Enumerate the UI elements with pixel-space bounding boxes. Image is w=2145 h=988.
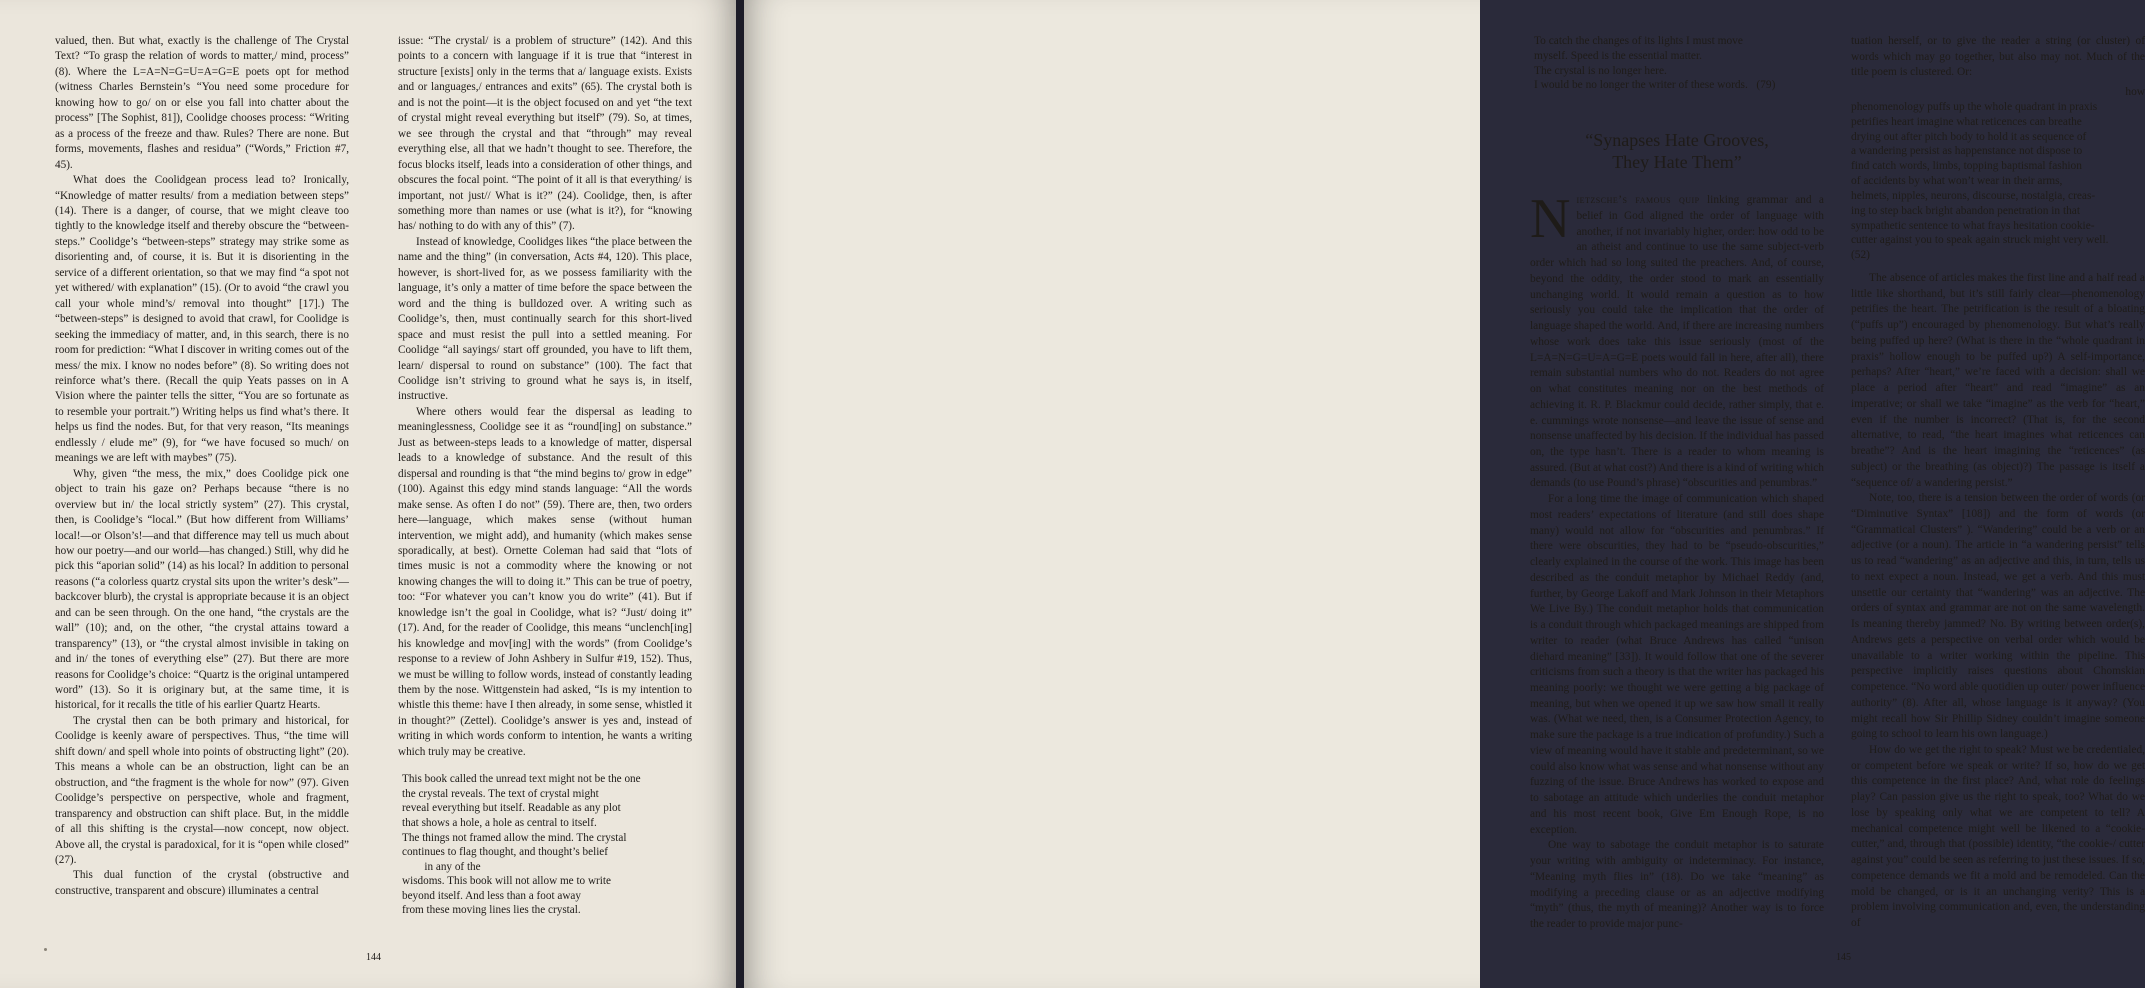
chapter-title-line: “Synapses Hate Grooves, [1585, 130, 1769, 151]
poem-line: reveal everything but itself. Readable as any plot [402, 802, 621, 815]
page-number: 144 [366, 952, 381, 963]
poem-line: wisdoms. This book will not allow me to write [402, 875, 611, 888]
poem-line: The crystal is no longer here. [1534, 64, 1667, 77]
poem-line: how [2125, 86, 2145, 99]
poem-line: I would be no longer the writer of these words. (79) [1534, 79, 1776, 92]
left-page [0, 0, 736, 988]
poem-line: cutter against you to speak again struck might very well. [1851, 234, 2109, 247]
paragraph: This dual function of the crystal (obstructive and constructive, transparent and obscure) illuminates a central [55, 869, 349, 897]
paragraph: valued, then. But what, exactly is the challenge of The Crystal Text? “To grasp the relation of words to matter,/ mind, process” (8). Where the L=A=N=G=U=A=G=E poets opt for method (witness Charles Bernstein’s “You need some procedure for knowing how to go/ on or else you fall into chatter about the process” [The Sophist, 81]), Coolidge chooses process: “Writing as a process of the freeze and thaw. Rules? There are none. But forms, movements, flashes and residua” (“Words,” Friction #7, 45). [55, 35, 349, 171]
poem-line: phenomenology puffs up the whole quadrant in praxis [1851, 101, 2098, 114]
quoted-poem-continued [1530, 34, 1824, 93]
poem-line: from these moving lines lies the crystal. [402, 904, 581, 917]
left-column-2 [398, 34, 692, 918]
poem-line: myself. Speed is the essential matter. [1534, 49, 1702, 62]
paragraph: Where others would fear the dispersal as leading to meaninglessness, Coolidge see it as “round[ing] on substance.” Just as between-steps leads to a knowledge of matter, dispersal leads to a knowledge of substance. And the result of this dispersal and rounding is that “the mind begins to/ grow in edge” (100). Against this edgy mind stands language: “All the words make sense. As often I do not” (59). There are, then, two orders here—language, which makes sense (without human intervention, we might add), and humanity (which makes sense sporadically, at best). Ornette Coleman had said that “lots of times music is not a commodity where the knowing or not knowing changes the will to doing it.” This can be true of poetry, too: “For whatever you can’t know you do write” (41). But if knowledge isn’t the goal in Coolidge, what is? “Just/ doing it” (17). And, for the reader of Coolidge, this means “unclench[ing] his knowledge and mov[ing] with the words” (from Coolidge’s response to a review of John Ashbery in Sulfur #19, 152). Thus, we must be willing to follow words, instead of constantly leading them by the nose. Wittgenstein had asked, “Is is my intention to whistle this theme: have I then already, in some sense, whistled it in thought?” (Zettel). Coolidge’s answer is yes and, instead of writing in which words conform to intention, he wants a writing which truly may be creative. [398, 405, 692, 758]
drop-cap: N [1530, 188, 1571, 251]
paragraph: Why, given “the mess, the mix,” does Coolidge pick one object to train his gaze on? Perhaps because “there is no overview but in/ the local strictly system” (27). This crystal, then, is Coolidge’s “local.” (But how different from Williams’ local!—or Olson’s!—and that difference may tell us much about how our poetry—and our world—has changed.) Still, why did he pick this “aporian solid” (14) as his local? In addition to personal reasons (“a colorless quartz crystal sits upon the writer’s desk”—backcover blurb), the crystal is appropriate because it is an object and can be seen through. On the one hand, “the crystals are the wall” (10); and, on the other, “the crystal attains toward a transparency” (13), or “the crystal almost invisible in taking on and in/ the tones of everything else” (27). But there are more reasons for Coolidge’s choice: “Quartz is the original untampered word” (13). So it is originary but, at the same time, it is historical, for it recalls the title of his earlier Quartz Hearts. [55, 467, 349, 712]
right-column-1 [1530, 34, 1824, 933]
paragraph: Instead of knowledge, Coolidges likes “the place between the name and the thing” (in conversation, Acts #4, 120). This place, however, is short-lived for, as we possess familiarity with the language, it’s only a matter of time before the space between the word and the thing is bulldozed over. A writing such as Coolidge’s, then, must continually search for this short-lived space and must resist the pull into a settled meaning. For Coolidge “all sayings/ start off grounded, you have to lift them, learn/ dispersal to round on substance” (100). The fact that Coolidge isn’t striving to ground what he says is, in itself, instructive. [398, 235, 692, 403]
poem-line: helmets, nipples, neurons, discourse, nostalgia, creas- [1851, 189, 2096, 202]
paragraph: For a long time the image of communication which shaped most readers’ expectations of literature (and still does shape many) would not allow for “obscurities and penumbras.” If there were obscurities, they had to be “pseudo-obscurities,” clearly explained in the course of the work. This image has been described as the conduit metaphor by Michael Reddy (and, further, by George Lakoff and Mark Johnson in their Metaphors We Live By.) The conduit metaphor holds that communication is a conduit through which packaged meanings are shipped from writer to reader (what Bruce Andrews has called “unison diehard meaning” [33]). It would follow that one of the severer criticisms from such a theory is that the writer has packaged his meaning poorly: we thought we were getting a big package of meaning, but when we opened it up we saw how small it really was. (What we need, then, is a Consumer Protection Agency, to make sure the package is a true indication of profundity.) Such a view of meaning would have it stable and predeterminant, so we could also know what was sense and what nonsense without any fuzzing of the issue. Bruce Andrews has worked to expose and to sabotage an attitude which underlies the conduit metaphor and his most recent book, Give Em Enough Rope, is no exception. [1530, 493, 1824, 836]
paragraph: What does the Coolidgean process lead to? Ironically, “Knowledge of matter results/ from a mediation between steps” (14). There is a danger, of course, that we might cleave too tightly to the knowledge itself and thereby obscure the “between-steps.” Coolidge’s “between-steps” strategy may strike some as disorienting and, of course, it is. But it is disorienting in the service of a different orientation, so that we may find “a spot not yet withered/ with explanation” (15). (Or to avoid “the crawl you call your whole mind’s/ removal into thought” [17].) The “between-steps” is designed to avoid that crawl, for Coolidge is seeking the immediacy of matter, and, in this search, there is no room for prediction: “What I discover in writing comes out of the mess/ the mix. I know no nodes before” (8). So writing does not reinforce what’s there. (Recall the quip Yeats passes on in A Vision where the painter tells the sitter, “You are so fortunate as to resemble your portrait.”) Writing helps us find what’s there. It helps us find the nodes. But, for that very reason, “Its meanings endlessly / elude me” (9), for “we have focused so much/ on meanings we are left with maybes” (75). [55, 174, 349, 465]
poem-line: sympathetic sentence to what frays hesitation cookie- [1851, 219, 2095, 232]
poem-line: find catch words, limbs, topping baptismal fashion [1851, 160, 2082, 173]
quoted-poem [398, 772, 692, 918]
poem-line: that shows a hole, a hole as central to itself. [402, 816, 597, 829]
chapter-title-line: They Hate Them” [1612, 152, 1742, 173]
poem-line: To catch the changes of its lights I must move [1534, 35, 1743, 47]
poem-line: the crystal reveals. The text of crystal might [402, 787, 599, 800]
quoted-poem [1851, 85, 2145, 263]
poem-line: This book called the unread text might not be the one [402, 773, 641, 786]
poem-line: of accidents by what won’t wear in their arms, [1851, 175, 2063, 188]
paragraph: tuation herself, or to give the reader a string (or cluster) of words which may go together, but also may not. Much of the title poem is clustered. Or: [1851, 35, 2145, 79]
right-column-2 [1851, 34, 2145, 932]
opening-paragraph [1530, 188, 1824, 492]
opening-small-caps: ietzsche’s famous quip [1576, 194, 1700, 207]
left-column-1 [55, 34, 349, 899]
poem-line: drying out after pitch body to hold it as sequence of [1851, 130, 2087, 143]
poem-line: a wandering persist as happenstance not dispose to [1851, 145, 2083, 158]
poem-line: beyond itself. And less than a foot away [402, 889, 581, 902]
paragraph: The absence of articles makes the first line and a half read a little like shorthand, but it’s still fairly clear—phenomenology petrifies the heart. The petrification is the result of a bloating (“puffs up”) encouraged by phenomenology. But what’s really being puffed up here? (What is there in the “whole quadrant in praxis” hollow enough to be puffed up?) A self-importance, perhaps? After “heart,” we’re faced with a decision: shall we place a period after “heart” and read “imagine” as an imperative; or shall we take “imagine” as the verb for “heart,” even if the number is incorrect? (That is, for the second alternative, to read, “the heart imagines what reticences can breathe”? And is the heart imagining the “reticences” (as subject) or the breathing (as object)?) The passage is itself a “sequence of/ a wandering persist.” [1851, 271, 2145, 489]
poem-line: petrifies heart imagine what reticences can breathe [1851, 115, 2082, 128]
paragraph: The crystal then can be both primary and historical, for Coolidge is keenly aware of perspectives. Thus, “the time will shift down/ and spell whole into points of obstructing light” (20). This means a whole can be an obstruction, light can be an obstruction, and “the fragment is the whole for now” (97). Given Coolidge’s perspective on perspective, whole and fragment, transparency and obstruction can shift place. But, in the middle of all this shifting is the crystal—now concept, now object. Above all, the crystal is paradoxical, for it is “open while closed” (27). [55, 714, 349, 867]
paragraph: One way to sabotage the conduit metaphor is to saturate your writing with ambiguity or indeterminacy. For instance, “Meaning myth flies in” (18). Do we take “meaning” as modifying a preceding clause or as an adjective modifying “myth” (thus, the myth of meaning)? Another way is to force the reader to provide major punc- [1530, 839, 1824, 931]
poem-line: in any of the [402, 860, 481, 873]
poem-line: (52) [1851, 249, 1870, 262]
book-gutter [736, 0, 744, 988]
paragraph: issue: “The crystal/ is a problem of structure” (142). And this points to a concern with language if it is true that “interest in structure [exists] only in the terms that a/ language exists. Exists and or languages,/ entrances and exits” (65). The crystal both is and is not the point—it is the object focused on and yet “the text of crystal might reveal everything but itself” (79). So, at times, we see through the crystal and that “through” may reveal everything else, all that we hadn’t thought to see. Therefore, the focus blocks itself, leads into a consideration of other things, and obscures the focal point. “The point of it all is that everything/ is important, not just// What is it?” (24). Coolidge, then, is after something more than names or use (what is it?), for “knowing has/ nothing to do with any of this” (7). [398, 35, 692, 233]
paragraph: Note, too, there is a tension between the order of words (or “Diminutive Syntax” [108]) and the form of words (or “Grammatical Clusters” ). “Wandering” could be a verb or an adjective (or a noun). The article in “a wandering persist” tells us to read “wandering” as an adjective and this, in turn, tells us to next expect a noun. Instead, we get a verb. And this must unsettle our certainty that “wandering” was an adjective. The orders of syntax and grammar are not on the same wavelength. Is meaning thereby jammed? No. By writing between order(s), Andrews gets a perspective on verbal order which would be unavailable to a writer working within the pipeline. This perspective implicitly raises questions about Chomskian competence. “No word able quotidien up outer/ power influence authority” (8). After all, whose language is it anyway? (You might recall how Sir Phillip Sidney couldn’t imagine someone going to school to learn his own language.) [1851, 492, 2145, 741]
poem-line: continues to flag thought, and thought’s belief [402, 846, 609, 859]
page-number: 145 [1836, 952, 1851, 963]
right-page [744, 0, 2145, 988]
poem-line: ing to step back bright abandon penetration in that [1851, 204, 2081, 217]
paragraph-text: linking grammar and a belief in God aligned the order of language with another, if not invariably higher, order: how odd to be an atheist and continue to use the same subject-verb order which had so long suited the preachers. And, of course, beyond the oddity, the order stood to mark an essentially unchanging world. It would remain a question as to how seriously you could take the implication that the order of language shaped the world. And, if there are increasing numbers whose work does take this issue seriously (most of the L=A=N=G=U=A=G=E poets would fall in here, after all), there remain substantial numbers who do not. Readers do not agree on what constitutes meaning nor on the best methods of achieving it. R. P. Blackmur could decide, rather simply, that e. e. cummings wrote nonsense—and leave the issue of sense and nonsense unaffected by his decision. If the individual has passed on, the type hasn’t. There is a reader to whom meaning is assured. (But at what cost?) And there is a kind of writing which demands (to use Pound’s phrase) “obscurities and penumbras.” [1530, 194, 1824, 490]
page-speck [44, 948, 47, 951]
poem-line: The things not framed allow the mind. The crystal [402, 831, 627, 844]
paragraph: How do we get the right to speak? Must we be credentialed, or competent before we speak or write? If so, how do we get this competence in the first place? And, what role do feelings play? Can passion give us the right to speak, too? What do we lose by speaking only what we are competent to tell? A mechanical competence might well be likened to a “cookie-cutter,” and, through that (possible) identity, “the cookie-/ cutter against you” could be seen as referring to just these issues. If so, competence demands we fit a mold and be remodeled. Can the mold be changed, or is it an unchanging verity? This is a problem involving communication and, even, the understanding of [1851, 743, 2145, 930]
chapter-title [1530, 129, 1824, 173]
